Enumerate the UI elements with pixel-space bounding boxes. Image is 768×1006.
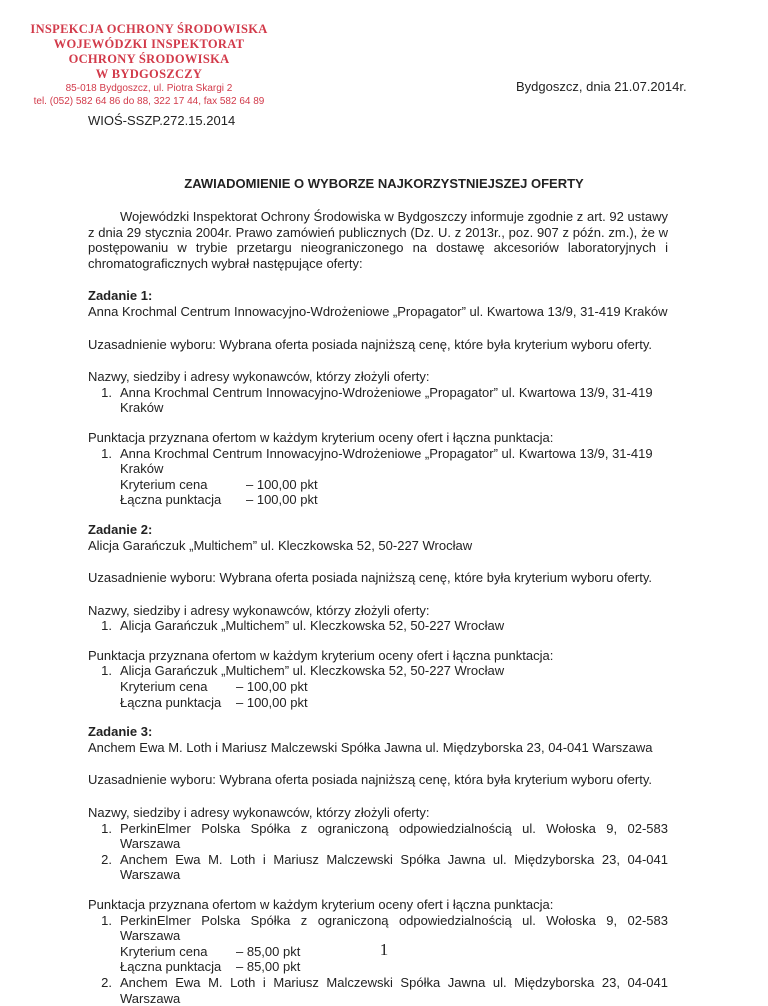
total-score-label: Łączna punktacja [120, 492, 222, 508]
criterion-price-label: Kryterium cena [120, 679, 208, 695]
stamp-line-1: INSPEKCJA OCHRONY ŚRODOWISKA [30, 22, 268, 36]
task-2-bidder-1 [88, 618, 668, 634]
score-bidder-name: Alicja Garańczuk „Multichem” ul. Kleczkowska 52, 50-227 Wrocław [120, 663, 505, 679]
total-score-value: – 100,00 pkt [236, 694, 308, 710]
list-number: 1. [101, 820, 112, 836]
task-2-scores-label: Punktacja przyznana ofertom w każdym kryterium oceny ofert i łączna punktacja: [88, 647, 554, 663]
list-number: 2. [101, 974, 112, 990]
task-3-bidders-label: Nazwy, siedziby i adresy wykonawców, którzy złożyli oferty: [88, 805, 430, 821]
reference-number: WIOŚ-SSZP.272.15.2014 [88, 113, 236, 128]
total-score-label: Łączna punktacja [120, 959, 222, 975]
document-body [88, 209, 668, 1006]
bidder-name: PerkinElmer Polska Spółka z ograniczoną odpowiedzialnością ul. Wołoska 9, 02-583 Warszawa [120, 820, 668, 852]
task-3-score-entry-2 [88, 975, 668, 1006]
task-2-section [88, 522, 668, 724]
criterion-price-value: – 85,00 pkt [236, 943, 301, 959]
task-1-heading: Zadanie 1: [88, 288, 153, 304]
bidder-name: Alicja Garańczuk „Multichem” ul. Kleczkowska 52, 50-227 Wrocław [120, 618, 505, 634]
task-3-scores-label: Punktacja przyznana ofertom w każdym kryterium oceny ofert i łączna punktacja: [88, 897, 554, 912]
institution-stamp [18, 22, 280, 108]
total-score-value: – 85,00 pkt [236, 959, 301, 975]
list-number: 1. [101, 618, 112, 634]
task-1-scores-label: Punktacja przyznana ofertom w każdym kryterium oceny ofert i łączna punktacja: [88, 429, 554, 445]
criterion-price-value: – 100,00 pkt [236, 679, 308, 695]
task-1-section [88, 288, 668, 522]
task-2-winner: Alicja Garańczuk „Multichem” ul. Kleczkowska 52, 50-227 Wrocław [88, 537, 473, 553]
stamp-line-2: WOJEWÓDZKI INSPEKTORAT [53, 37, 245, 51]
task-1-bidder-1 [88, 385, 668, 416]
task-1-justification: Uzasadnienie wyboru: Wybrana oferta posiada najniższą cenę, które była kryterium wyboru oferty. [88, 336, 652, 352]
criterion-price-label: Kryterium cena [120, 943, 208, 959]
task-3-justification: Uzasadnienie wyboru: Wybrana oferta posiada najniższą cenę, która była kryterium wyboru oferty. [88, 772, 652, 788]
task-3-bidder-1 [88, 821, 668, 852]
bidder-name: Anna Krochmal Centrum Innowacyjno-Wdrożeniowe „Propagator” ul. Kwartowa 13/9, 31-419 Kraków [120, 384, 653, 416]
stamp-address: 85-018 Bydgoszcz, ul. Piotra Skargi 2 [65, 83, 233, 94]
task-3-section [88, 724, 668, 1006]
list-number: 1. [101, 912, 112, 928]
list-number: 1. [101, 445, 112, 461]
total-score-label: Łączna punktacja [120, 694, 222, 710]
list-number: 1. [101, 384, 112, 400]
task-1-winner: Anna Krochmal Centrum Innowacyjno-Wdrożeniowe „Propagator” ul. Kwartowa 13/9, 31-419 Kraków [88, 303, 668, 319]
task-2-justification: Uzasadnienie wyboru: Wybrana oferta posiada najniższą cenę, które była kryterium wyboru oferty. [88, 570, 652, 586]
task-3-heading: Zadanie 3: [88, 724, 153, 740]
task-1-bidders-label: Nazwy, siedziby i adresy wykonawców, którzy złożyli oferty: [88, 369, 430, 385]
task-2-score-entry [88, 663, 668, 710]
document-title: ZAWIADOMIENIE O WYBORZE NAJKORZYSTNIEJSZEJ OFERTY [184, 176, 584, 191]
score-bidder-name: Anchem Ewa M. Loth i Mariusz Malczewski Spółka Jawna ul. Międzyborska 23, 04-041 Warszawa [120, 974, 668, 1006]
list-number: 1. [101, 663, 112, 679]
stamp-phone: tel. (052) 582 64 86 do 88, 322 17 44, fax 582 64 89 [33, 96, 265, 107]
task-2-bidders-label: Nazwy, siedziby i adresy wykonawców, którzy złożyli oferty: [88, 602, 430, 618]
task-3-bidder-2 [88, 852, 668, 883]
task-1-score-entry [88, 446, 668, 508]
task-2-heading: Zadanie 2: [88, 521, 153, 537]
criterion-price-value: – 100,00 pkt [246, 476, 318, 492]
stamp-line-3: OCHRONY ŚRODOWISKA [68, 52, 230, 66]
criterion-price-label: Kryterium cena [120, 476, 208, 492]
list-number: 2. [101, 851, 112, 867]
task-3-winner: Anchem Ewa M. Loth i Mariusz Malczewski Spółka Jawna ul. Międzyborska 23, 04-041 Warszawa [88, 739, 653, 755]
score-bidder-name: Anna Krochmal Centrum Innowacyjno-Wdrożeniowe „Propagator” ul. Kwartowa 13/9, 31-419 Kraków [120, 445, 653, 477]
intro-paragraph: Wojewódzki Inspektorat Ochrony Środowiska w Bydgoszczy informuje zgodnie z art. 92 ustawy z dnia 29 stycznia 2004r. Prawo zamówień publicznych (Dz. U. z 2013r., poz. 907 z późn. zm.), że w postępowaniu w trybie przetargu nieograniczonego na dostawę akcesoriów laboratoryjnych i chromatograficznych wybrał następujące oferty: [88, 209, 668, 271]
document-date: Bydgoszcz, dnia 21.07.2014r. [516, 79, 687, 94]
stamp-line-4: W BYDGOSZCZY [95, 67, 203, 81]
total-score-value: – 100,00 pkt [246, 492, 318, 508]
page-number: 1 [379, 940, 389, 959]
score-bidder-name: PerkinElmer Polska Spółka z ograniczoną odpowiedzialnością ul. Wołoska 9, 02-583 Warszawa [120, 912, 668, 944]
bidder-name: Anchem Ewa M. Loth i Mariusz Malczewski Spółka Jawna ul. Międzyborska 23, 04-041 Warszawa [120, 851, 668, 883]
